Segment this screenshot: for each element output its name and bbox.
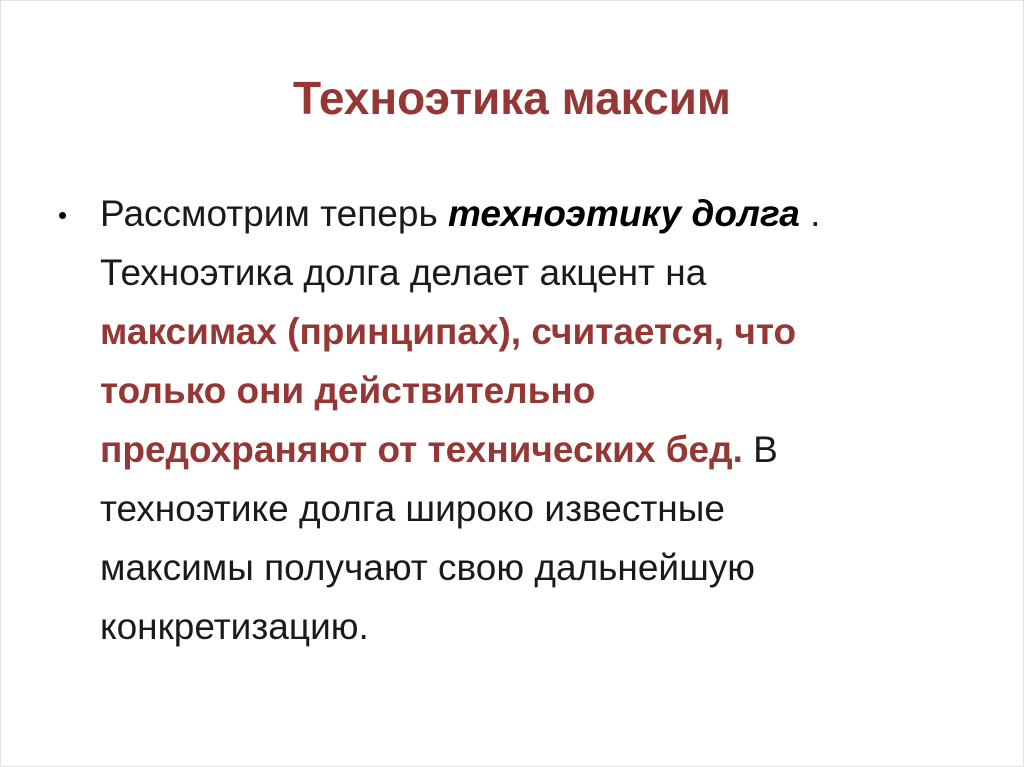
highlighted-text: предохраняют от технических бед. xyxy=(100,429,743,470)
paragraph-line-1 xyxy=(100,184,950,243)
paragraph-text: В xyxy=(742,429,778,470)
paragraph-line-8: конкретизацию. xyxy=(100,606,369,647)
slide-title: Техноэтика максим xyxy=(293,72,731,124)
paragraph-line-6: техноэтике долга широко известные xyxy=(100,488,725,529)
highlighted-line-1: максимах (принципах), считается, что xyxy=(100,311,797,352)
paragraph-line-2: Техноэтика долга делает акцент на xyxy=(100,252,707,293)
paragraph-line-5 xyxy=(100,420,950,479)
bullet-marker: • xyxy=(58,200,68,230)
bullet-paragraph xyxy=(100,184,950,656)
paragraph-line-7: максимы получают свою дальнейшую xyxy=(100,547,755,588)
paragraph-text: . xyxy=(799,193,821,234)
highlighted-line-2: только они действительно xyxy=(100,370,596,411)
emphasized-term: техноэтику долга xyxy=(448,193,800,234)
paragraph-text: Рассмотрим теперь xyxy=(100,193,448,234)
